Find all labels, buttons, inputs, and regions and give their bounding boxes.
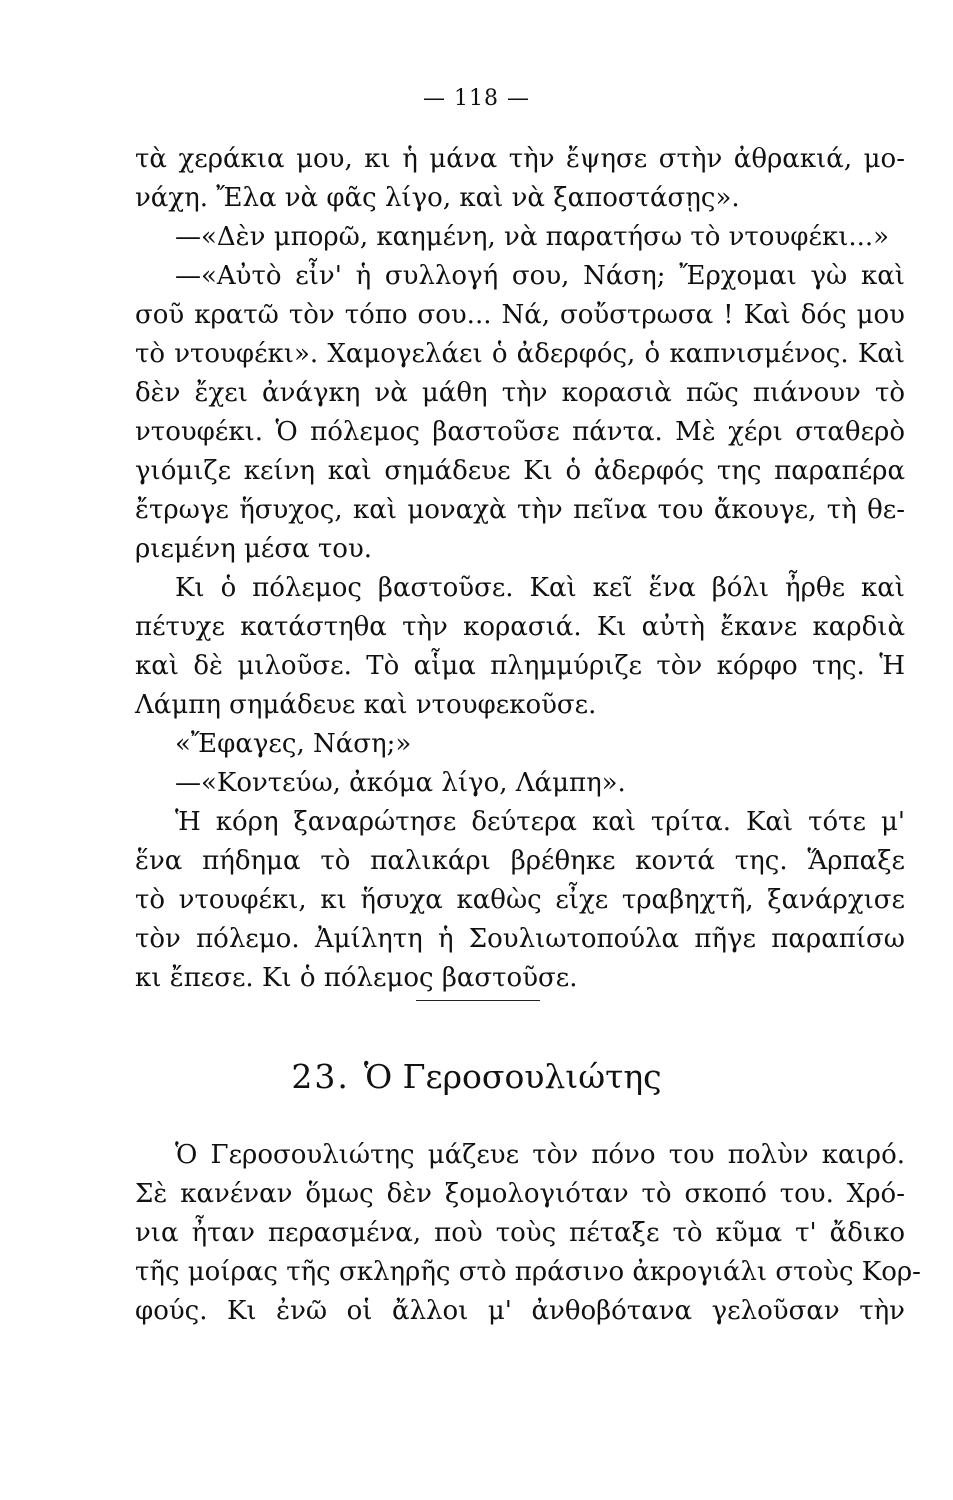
text-line: —«Κοντεύω, ἀκόμα λίγο, Λάμπη». xyxy=(175,768,626,798)
text-line: Κι ὁ πόλεμος βαστοῦσε. Καὶ κεῖ ἕνα βόλι ἦρθε καὶ xyxy=(175,573,905,603)
text-line: ἔτρωγε ἥσυχος, καὶ μοναχὰ τὴν πεῖνα του ἄκουγε, τὴ θε- xyxy=(135,495,905,525)
chapter-title: Ὁ Γεροσουλιώτης xyxy=(363,1057,662,1096)
text-line: σοῦ κρατῶ τὸν τόπο σου... Νά, σοὔστρωσα ! Καὶ δός μου xyxy=(135,300,905,330)
text-line: —«Αὐτὸ εἶν' ἡ συλλογή σου, Νάση; Ἔρχομαι γὼ καὶ xyxy=(175,261,905,291)
text-line: γιόμιζε κείνη καὶ σημάδευε Κι ὁ ἀδερφός της παραπέρα xyxy=(135,456,905,486)
text-line: τὸ ντουφέκι, κι ἥσυχα καθὼς εἶχε τραβηχτῆ, ξανάρχισε xyxy=(135,885,905,915)
text-line: Σὲ κανέναν ὅμως δὲν ξομολογιόταν τὸ σκοπό του. Χρό- xyxy=(135,1179,905,1209)
chapter-heading xyxy=(0,1055,953,1099)
text-line: πέτυχε κατάστηθα τὴν κορασιά. Κι αὐτὴ ἔκανε καρδιὰ xyxy=(135,612,905,642)
text-line: τὸν πόλεμο. Ἀμίλητη ἡ Σουλιωτοπούλα πῆγε παραπίσω xyxy=(135,924,905,954)
text-line: κι ἔπεσε. Κι ὁ πόλεμος βαστοῦσε. xyxy=(135,963,578,993)
text-line: τῆς μοίρας τῆς σκληρῆς στὸ πράσινο ἀκρογιάλι στοὺς Κορ- xyxy=(135,1257,921,1287)
text-line: καὶ δὲ μιλοῦσε. Τὸ αἷμα πλημμύριζε τὸν κόρφο της. Ἡ xyxy=(135,651,905,681)
text-line: Ἡ κόρη ξαναρώτησε δεύτερα καὶ τρίτα. Καὶ τότε μ' xyxy=(175,807,905,837)
page-number: — 118 — xyxy=(423,86,530,111)
text-line: φούς. Κι ἐνῶ οἱ ἄλλοι μ' ἀνθοβότανα γελοῦσαν τὴν xyxy=(135,1296,905,1326)
text-line: —«Δὲν μπορῶ, καημένη, νὰ παρατήσω τὸ ντουφέκι...» xyxy=(175,222,890,252)
chapter-number: 23. xyxy=(291,1057,350,1096)
text-line: Ὁ Γεροσουλιώτης μάζευε τὸν πόνο του πολὺν καιρό. xyxy=(175,1140,905,1170)
text-line: ριεμένη μέσα του. xyxy=(135,534,373,564)
text-line: δὲν ἔχει ἀνάγκη νὰ μάθη τὴν κορασιὰ πῶς πιάνουν τὸ xyxy=(135,378,905,408)
text-line: ντουφέκι. Ὁ πόλεμος βαστοῦσε πάντα. Μὲ χέρι σταθερὸ xyxy=(135,417,905,447)
text-line: ἕνα πήδημα τὸ παλικάρι βρέθηκε κοντά της. Ἅρπαξε xyxy=(135,846,905,876)
text-line: «Ἔφαγες, Νάση;» xyxy=(175,729,412,759)
section-divider xyxy=(416,1000,540,1001)
text-line: τὸ ντουφέκι». Χαμογελάει ὁ ἀδερφός, ὁ καπνισμένος. Καὶ xyxy=(135,339,905,369)
text-line: τὰ χεράκια μου, κι ἡ μάνα τὴν ἔψησε στὴν ἀθρακιά, μο- xyxy=(135,144,905,174)
text-line: νάχη. Ἔλα νὰ φᾶς λίγο, καὶ νὰ ξαποστάσῃς». xyxy=(135,183,740,213)
text-line: νια ἦταν περασμένα, ποὺ τοὺς πέταξε τὸ κῦμα τ' ἄδικο xyxy=(135,1218,905,1248)
text-line: Λάμπη σημάδευε καὶ ντουφεκοῦσε. xyxy=(135,690,597,720)
